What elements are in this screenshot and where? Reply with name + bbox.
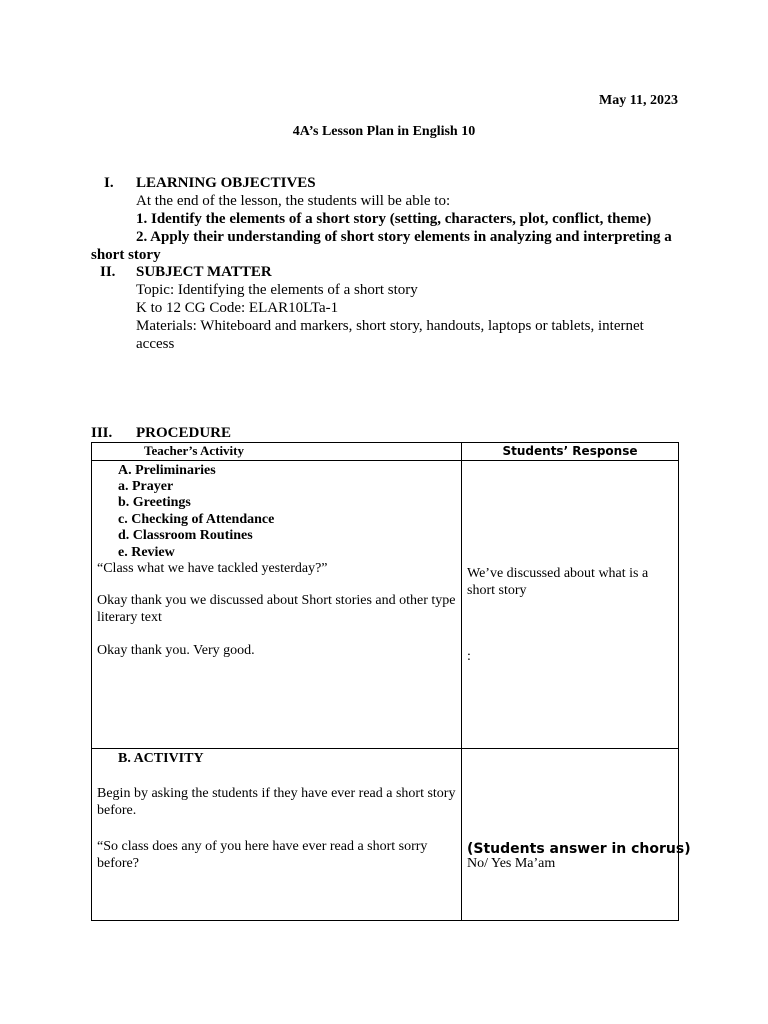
objective-2: 2. Apply their understanding of short story elements in analyzing and interpreting a [136,229,672,245]
objective-1: 1. Identify the elements of a short story (setting, characters, plot, conflict, theme) [136,211,652,227]
section-3-heading: PROCEDURE [136,425,232,441]
list-item: c. Checking of Attendance [118,512,275,527]
header-students-response: Students’ Response [462,443,679,461]
student-response-3: No/ Yes Ma’am [467,856,556,871]
student-chorus-label: (Students answer in chorus) [467,841,691,857]
review-line-2: literary text [97,610,162,625]
activity-heading: B. ACTIVITY [118,751,204,766]
review-line-3: Okay thank you. Very good. [97,643,255,658]
document-date: May 11, 2023 [599,93,678,108]
student-response-1: We’ve discussed about what is a [467,566,649,581]
list-item: b. Greetings [118,495,191,510]
table-row [92,749,679,921]
objective-2-continued: short story [91,247,161,263]
activity-question-2: before? [97,856,139,871]
teacher-cell-preliminaries [92,461,462,749]
subject-materials-continued: access [136,336,175,352]
activity-question-1: “So class does any of you here have ever read a short sorry [97,839,428,854]
section-2-heading: SUBJECT MATTER [136,264,272,280]
teacher-cell-activity [92,749,462,921]
activity-line-1: Begin by asking the students if they have ever read a short story [97,786,456,801]
objectives-intro: At the end of the lesson, the students will be able to: [136,193,451,209]
list-item: e. Review [118,545,175,560]
student-response-2: : [467,649,471,664]
student-cell-activity [462,749,691,921]
subject-code: K to 12 CG Code: ELAR10LTa-1 [136,300,339,316]
section-3-number: III. [91,425,113,441]
list-item: d. Classroom Routines [118,528,253,543]
student-cell-preliminaries [462,461,679,749]
activity-line-2: before. [97,803,137,818]
review-line-1: Okay thank you we discussed about Short stories and other type [97,593,456,608]
review-question: “Class what we have tackled yesterday?” [97,561,328,576]
table-row [92,461,679,749]
list-item: a. Prayer [118,479,174,494]
section-1-heading: LEARNING OBJECTIVES [136,175,316,191]
student-response-1-continued: short story [467,583,527,598]
header-teacher-activity: Teacher’s Activity [92,443,462,461]
subject-materials: Materials: Whiteboard and markers, short story, handouts, laptops or tablets, internet [136,318,644,334]
subject-topic: Topic: Identifying the elements of a short story [136,282,418,298]
table-header-row [92,443,679,461]
section-2-number: II. [100,264,116,280]
procedure-table [91,442,691,921]
preliminaries-heading: A. Preliminaries [118,463,216,478]
document-title: 4A’s Lesson Plan in English 10 [292,124,476,139]
section-1-number: I. [104,175,114,191]
